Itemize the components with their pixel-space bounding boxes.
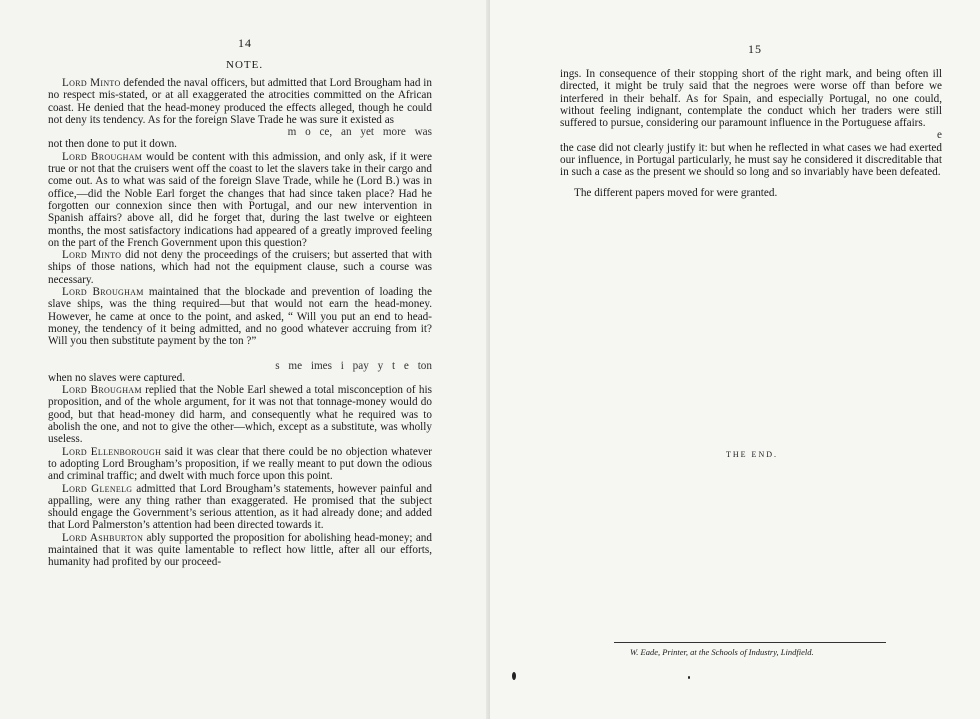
paragraph-ashburton: [48, 532, 432, 569]
speech-text: ably supported the proposition for abolishing head-money; and maintained that it was quite lamentable to reflect how little, after all our efforts, humanity had profited by our proceed-: [48, 531, 432, 569]
speech-text: defended the naval officers, but admitted that Lord Brougham had in no respect mis-stated, or at all exaggerated the atrocities committed on the African coast. He denied that the head-money produced the effects alleged, though he could not deny its tendency. As for the foreign Slave Trade he was sure it existed as: [48, 77, 432, 126]
right-page: [490, 0, 980, 719]
speech-text: said it was clear that there could be no objection whatever to adopting Lord Brougham’s proposition, if we really meant to put down the odious and criminal traffic; and dwelt with much force upon this point.: [48, 445, 433, 483]
left-page-number: 14: [238, 36, 252, 50]
paragraph-brougham-2: [48, 286, 432, 347]
speaker-name: Lord Minto: [62, 249, 122, 262]
continuation-line: when no slaves were captured.: [48, 371, 185, 384]
speaker-name: Lord Glenelg: [62, 482, 133, 495]
speech-text: did not deny the proceedings of the cruisers; but asserted that with ships of those nations, which had not the equipment clause, such a course was necessary.: [48, 249, 432, 286]
paragraph-minto-1: [48, 77, 432, 126]
speech-text: admitted that Lord Brougham’s statements, however painful and appalling, were any thing rather than exaggerated. He promised that the subject should engage the Government’s serious attention, as it had already done; and added that Lord Palmerston’s attention had been directed towards it.: [48, 482, 432, 532]
closing-paragraph: The different papers moved for were granted.: [574, 186, 778, 199]
speaker-name: Lord Brougham: [62, 384, 142, 397]
damaged-line-fragment: m o ce, an yet more was: [287, 126, 432, 139]
speaker-name: Lord Brougham: [62, 286, 144, 299]
paragraph-ellenborough: [48, 446, 432, 483]
paragraph-brougham-1: [48, 151, 432, 249]
continuation-paragraph: ings. In consequence of their stopping short of the right mark, and being often ill directed, it might be truly said that the negroes were worse off than before we interfered in their behalf. As for Spain, and especially Portugal, no one could, without feeling indignant, contemplate the conduct which her traders were still suffered to pursue, considering our paramount influence in the Portuguese affairs.: [560, 68, 942, 130]
speech-text: would be content with this admission, and only ask, if it were true or not that the cruisers went off the coast to let the slavers take in their cargo and come out. As to what was said of the foreign Slave Trade, while he (Lord B.) was in office,—did the Noble Earl forget the changes that had since taken place? Had he forgotten our connexion since then with Portugal, and our new intervention in Spanish affairs? above all, did he forget that, during the last twelve or eighteen months, the most satisfactory indications had appeared of a greatly improved feeling on the part of the French Government upon this question?: [48, 150, 432, 249]
paragraph-brougham-3: [48, 384, 432, 445]
right-text-column: [560, 68, 942, 199]
the-end-label: THE END.: [726, 450, 778, 459]
speech-text: replied that the Noble Earl shewed a total misconception of his proposition, and of the whole argument, for it was not that tonnage-money would do good, but that head-money did harm, and consequently what he required was to abolish the one, and not to give the other—which, except as a substitute, was wholly useless.: [48, 384, 432, 446]
speaker-name: Lord Ashburton: [62, 531, 144, 544]
printer-imprint: W. Eade, Printer, at the Schools of Industry, Lindfield.: [630, 647, 814, 657]
speech-text: maintained that the blockade and prevention of loading the slave ships, was the thing required—but that would not earn the head-money. However, he came at once to the point, and asked, “ Will you put an end to head-money, the tendency of it being admitted, and no good whatever accruing from it? Will you then substitute payment by the ton ?”: [48, 286, 432, 348]
printer-rule: [614, 642, 886, 643]
continuation-paragraph: the case did not clearly justify it: but when he reflected in what cases we had exerted our influence, in Portugal particularly, he must say he considered it discreditable that in such a case as the present we should so long and so invariably have been defeated.: [560, 141, 942, 179]
ink-speck: [512, 672, 516, 680]
continuation-line: not then done to put it down.: [48, 138, 177, 151]
ink-speck: [688, 676, 690, 679]
paragraph-minto-2: [48, 249, 432, 286]
speaker-name: Lord Ellenborough: [62, 445, 162, 458]
speaker-name: Lord Brougham: [62, 150, 143, 163]
right-page-number: 15: [748, 42, 762, 56]
speaker-name: Lord Minto: [62, 77, 121, 89]
damaged-line-fragment: e: [937, 129, 942, 142]
note-heading: NOTE.: [226, 59, 264, 71]
paragraph-glenelg: [48, 483, 432, 532]
damaged-line-fragment: s me imes i pay y t e ton: [275, 359, 432, 372]
left-text-column: [48, 77, 432, 569]
